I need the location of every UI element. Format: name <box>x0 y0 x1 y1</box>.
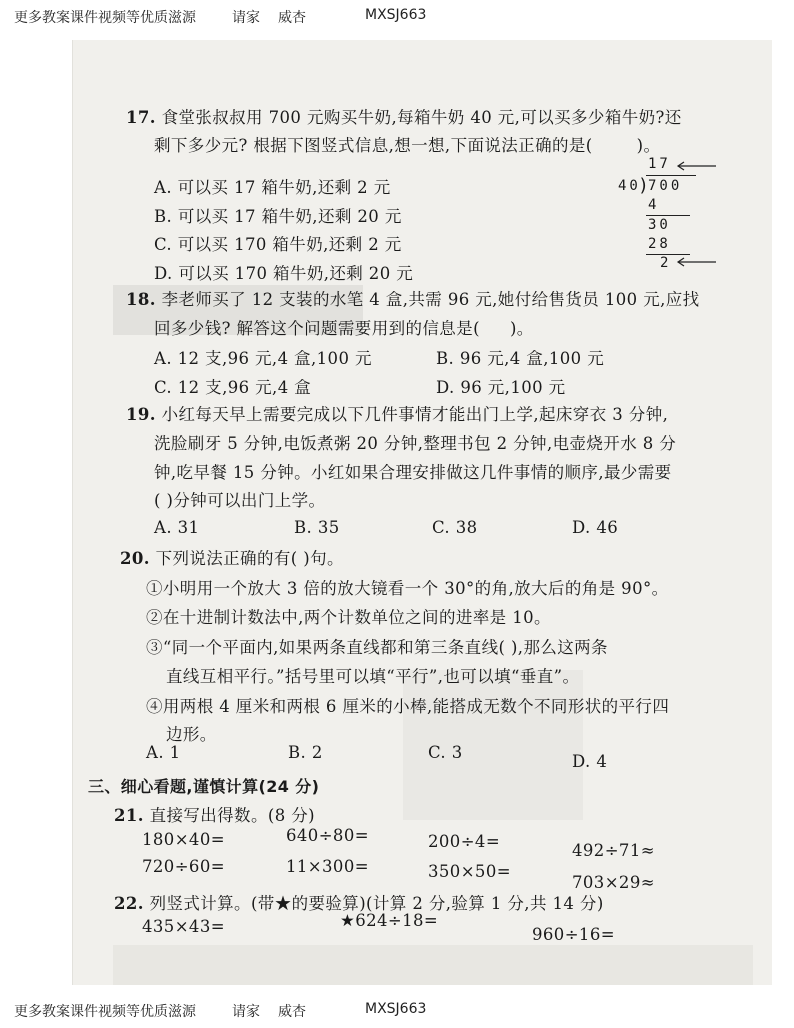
bleed-through-mark <box>113 945 753 985</box>
q20-text: 下列说法正确的有( )句。 <box>155 549 344 568</box>
q21-item: 180×40= <box>142 830 225 849</box>
q20-statement-3a: ③“同一个平面内,如果两条直线都和第三条直线( ),那么这两条 <box>146 638 608 657</box>
q21-item: 492÷71≈ <box>572 841 655 860</box>
q20-statement-3b: 直线互相平行。”括号里可以填“平行”,也可以填“垂直”。 <box>166 667 580 686</box>
q20-stem <box>120 545 344 569</box>
q22-number: 22. <box>114 894 144 913</box>
q20-statement-1: ①小明用一个放大 3 倍的放大镜看一个 30°的角,放大后的角是 90°。 <box>146 579 669 598</box>
q20-option-a: A. 1 <box>146 743 181 762</box>
q17-text: 剩下多少元? 根据下图竖式信息,想一想,下面说法正确的是( <box>154 136 593 155</box>
banner-mid2: 威杏 <box>278 1004 306 1020</box>
q22-item-starred: ★624÷18= <box>340 911 439 930</box>
division-remainder: 2 <box>660 255 672 271</box>
q18-option-b: B. 96 元,4 盒,100 元 <box>436 349 605 368</box>
q20-statement-4a: ④用两根 4 厘米和两根 6 厘米的小棒,能搭成无数个不同形状的平行四 <box>146 697 670 716</box>
q17-text-end: )。 <box>636 136 661 155</box>
q17-option-a: A. 可以买 17 箱牛奶,还剩 2 元 <box>154 178 391 197</box>
q21-item: 200÷4= <box>428 832 501 851</box>
q20-option-d: D. 4 <box>572 752 608 771</box>
q18-text: 回多少钱? 解答这个问题需要用到的信息是( <box>154 319 480 338</box>
q17-line1 <box>126 104 682 128</box>
q19-line4: ( )分钟可以出门上学。 <box>154 491 326 510</box>
q22-text: 列竖式计算。(带★的要验算)(计算 2 分,验算 1 分,共 14 分) <box>149 894 604 913</box>
q21-item: 350×50= <box>428 862 511 881</box>
q21-item: 11×300= <box>286 857 369 876</box>
section-3-title: 三、细心看题,谨慎计算(24 分) <box>88 777 320 796</box>
q19-option-b: B. 35 <box>294 518 340 537</box>
q21-item: 720÷60= <box>142 857 225 876</box>
q20-option-c: C. 3 <box>428 743 463 762</box>
q20-number: 20. <box>120 549 150 568</box>
q17-option-c: C. 可以买 170 箱牛奶,还剩 2 元 <box>154 235 402 254</box>
division-divisor: 40 <box>618 178 641 194</box>
q21-item: 640÷80= <box>286 826 369 845</box>
q19-number: 19. <box>126 405 156 424</box>
q20-option-b: B. 2 <box>288 743 323 762</box>
q21-number: 21. <box>114 806 144 825</box>
q17-text: 食堂张叔叔用 700 元购买牛奶,每箱牛奶 40 元,可以买多少箱牛奶?还 <box>161 108 682 127</box>
division-step1: 4 <box>648 197 660 213</box>
q18-number: 18. <box>126 290 156 309</box>
banner-text: 更多教案课件视频等优质滋源 <box>14 1004 196 1020</box>
q18-option-c: C. 12 支,96 元,4 盒 <box>154 378 312 397</box>
q18-line2 <box>154 315 534 339</box>
banner-mid2: 威杏 <box>278 10 306 26</box>
q17-line2 <box>154 132 660 156</box>
q22-item: 435×43= <box>142 917 225 936</box>
q18-option-a: A. 12 支,96 元,4 盒,100 元 <box>154 349 372 368</box>
q19-option-d: D. 46 <box>572 518 619 537</box>
q19-option-a: A. 31 <box>154 518 200 537</box>
q20-statement-4b: 边形。 <box>166 725 217 744</box>
q21-item: 703×29≈ <box>572 873 655 892</box>
q19-line2: 洗脸刷牙 5 分钟,电饭煮粥 20 分钟,整理书包 2 分钟,电壶烧开水 8 分 <box>154 434 677 453</box>
q21-text: 直接写出得数。(8 分) <box>149 806 315 825</box>
q18-text: 李老师买了 12 支装的水笔 4 盒,共需 96 元,她付给售货员 100 元,应找 <box>161 290 700 309</box>
q18-line1 <box>126 286 700 310</box>
q17-option-d: D. 可以买 170 箱牛奶,还剩 20 元 <box>154 264 414 283</box>
division-step3: 28 <box>648 236 671 252</box>
q19-text: 小红每天早上需要完成以下几件事情才能出门上学,起床穿衣 3 分钟, <box>161 405 669 424</box>
division-step2: 30 <box>648 217 671 233</box>
q18-option-d: D. 96 元,100 元 <box>436 378 566 397</box>
division-quotient: 17 <box>648 156 671 172</box>
division-bracket: ) <box>638 175 652 196</box>
q19-line1 <box>126 401 668 425</box>
q21-title <box>114 802 315 826</box>
long-division-figure <box>618 156 718 274</box>
banner-mid: 请家 <box>232 1004 260 1020</box>
q19-option-c: C. 38 <box>432 518 478 537</box>
q17-option-b: B. 可以买 17 箱牛奶,还剩 20 元 <box>154 207 402 226</box>
q19-line3: 钟,吃早餐 15 分钟。小红如果合理安排做这几件事情的顺序,最少需要 <box>154 463 672 482</box>
q17-number: 17. <box>126 108 156 127</box>
banner-text: 更多教案课件视频等优质滋源 <box>14 10 196 26</box>
footer-banner <box>0 994 794 1024</box>
q22-item: 960÷16= <box>532 925 615 944</box>
banner-code: MXSJ663 <box>365 7 427 23</box>
q20-statement-2: ②在十进制计数法中,两个计数单位之间的进率是 10。 <box>146 608 551 627</box>
q18-text-end: )。 <box>509 319 534 338</box>
division-dividend: 700 <box>648 178 683 194</box>
header-banner <box>0 0 794 30</box>
banner-code: MXSJ663 <box>365 1001 427 1017</box>
pointer-arrows-icon <box>668 158 718 273</box>
banner-mid: 请家 <box>232 10 260 26</box>
